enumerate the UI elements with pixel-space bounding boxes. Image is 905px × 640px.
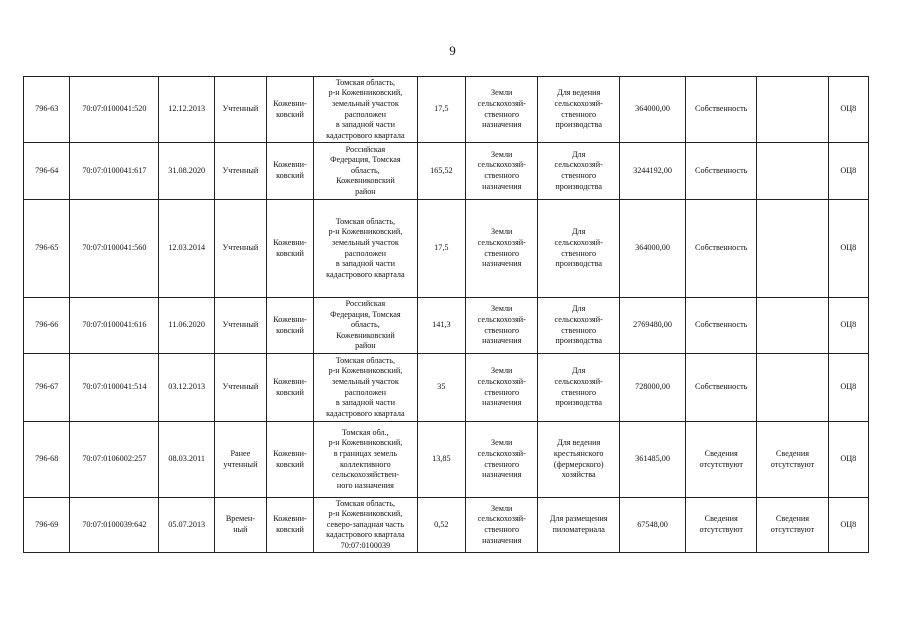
cadastral-number: 70:07:0100039:642	[70, 498, 159, 553]
cadastral-value: 361485,00	[619, 422, 685, 498]
address: Российская Федерация, Томская область, Кожевниковский район	[314, 298, 417, 354]
encumbrance: Сведения отсутствуют	[757, 498, 828, 553]
permitted-use: Для размещения пиломатериала	[538, 498, 620, 553]
right-type: Собственность	[686, 298, 757, 354]
land-category: Земли сельскохозяй- ственного назначения	[466, 200, 538, 298]
cadastral-number: 70:07:0100041:520	[70, 77, 159, 143]
cadastral-value: 67548,00	[619, 498, 685, 553]
right-type: Собственность	[686, 77, 757, 143]
permitted-use: Для сельскохозяй- ственного производства	[538, 298, 620, 354]
district: Кожевни- ковский	[266, 298, 314, 354]
table-row	[24, 422, 869, 498]
record-status: Учтенный	[215, 77, 267, 143]
encumbrance: Сведения отсутствуют	[757, 422, 828, 498]
zone-code: ОЦ8	[828, 77, 868, 143]
district: Кожевни- ковский	[266, 498, 314, 553]
right-type: Собственность	[686, 143, 757, 200]
district: Кожевни- ковский	[266, 422, 314, 498]
record-status: Учтенный	[215, 143, 267, 200]
area: 35	[417, 354, 466, 422]
record-number: 796-64	[24, 143, 70, 200]
cadastral-number: 70:07:0106002:257	[70, 422, 159, 498]
record-number: 796-66	[24, 298, 70, 354]
record-number: 796-67	[24, 354, 70, 422]
right-type: Собственность	[686, 354, 757, 422]
registration-date: 12.03.2014	[159, 200, 215, 298]
zone-code: ОЦ8	[828, 422, 868, 498]
table-row	[24, 200, 869, 298]
encumbrance	[757, 143, 828, 200]
area: 141,3	[417, 298, 466, 354]
table-row	[24, 498, 869, 553]
area: 17,5	[417, 200, 466, 298]
cadastral-value: 2769480,00	[619, 298, 685, 354]
land-category: Земли сельскохозяй- ственного назначения	[466, 298, 538, 354]
right-type: Собственность	[686, 200, 757, 298]
table-body	[24, 77, 869, 553]
land-category: Земли сельскохозяй- ственного назначения	[466, 354, 538, 422]
district: Кожевни- ковский	[266, 77, 314, 143]
zone-code: ОЦ8	[828, 498, 868, 553]
district: Кожевни- ковский	[266, 200, 314, 298]
record-number: 796-68	[24, 422, 70, 498]
cadastral-number: 70:07:0100041:560	[70, 200, 159, 298]
encumbrance	[757, 298, 828, 354]
permitted-use: Для сельскохозяй- ственного производства	[538, 200, 620, 298]
zone-code: ОЦ8	[828, 298, 868, 354]
registration-date: 11.06.2020	[159, 298, 215, 354]
address: Томская область, р-н Кожевниковский, северо-западная часть кадастрового квартала 70:07:0100039	[314, 498, 417, 553]
zone-code: ОЦ8	[828, 200, 868, 298]
record-status: Учтенный	[215, 200, 267, 298]
record-number: 796-69	[24, 498, 70, 553]
encumbrance	[757, 354, 828, 422]
land-category: Земли сельскохозяй- ственного назначения	[466, 422, 538, 498]
land-registry-table	[23, 76, 869, 553]
address: Томская область, р-н Кожевниковский, земельный участок расположен в западной части кадастрового квартала	[314, 77, 417, 143]
table-row	[24, 77, 869, 143]
table-row	[24, 298, 869, 354]
district: Кожевни- ковский	[266, 143, 314, 200]
area: 0,52	[417, 498, 466, 553]
record-status: Времен- ный	[215, 498, 267, 553]
permitted-use: Для сельскохозяй- ственного производства	[538, 354, 620, 422]
record-status: Ранее учтенный	[215, 422, 267, 498]
district: Кожевни- ковский	[266, 354, 314, 422]
address: Томская обл., р-н Кожевниковский, в границах земель коллективного сельскохозяйствен- ного назначения	[314, 422, 417, 498]
address: Томская область, р-н Кожевниковский, земельный участок расположен в западной части кадастрового квартала	[314, 200, 417, 298]
record-status: Учтенный	[215, 298, 267, 354]
land-category: Земли сельскохозяй- ственного назначения	[466, 498, 538, 553]
registration-date: 05.07.2013	[159, 498, 215, 553]
cadastral-value: 3244192,00	[619, 143, 685, 200]
cadastral-value: 364000,00	[619, 200, 685, 298]
encumbrance	[757, 77, 828, 143]
right-type: Сведения отсутствуют	[686, 498, 757, 553]
permitted-use: Для сельскохозяй- ственного производства	[538, 143, 620, 200]
zone-code: ОЦ8	[828, 143, 868, 200]
registration-date: 12.12.2013	[159, 77, 215, 143]
record-status: Учтенный	[215, 354, 267, 422]
registration-date: 03.12.2013	[159, 354, 215, 422]
cadastral-value: 364000,00	[619, 77, 685, 143]
cadastral-number: 70:07:0100041:514	[70, 354, 159, 422]
cadastral-number: 70:07:0100041:617	[70, 143, 159, 200]
land-category: Земли сельскохозяй- ственного назначения	[466, 77, 538, 143]
area: 165,52	[417, 143, 466, 200]
permitted-use: Для ведения сельскохозяй- ственного производства	[538, 77, 620, 143]
registration-date: 08.03.2011	[159, 422, 215, 498]
record-number: 796-63	[24, 77, 70, 143]
permitted-use: Для ведения крестьянского (фермерского) хозяйства	[538, 422, 620, 498]
area: 13,85	[417, 422, 466, 498]
page-number: 9	[449, 43, 456, 58]
record-number: 796-65	[24, 200, 70, 298]
area: 17,5	[417, 77, 466, 143]
land-category: Земли сельскохозяй- ственного назначения	[466, 143, 538, 200]
registration-date: 31.08.2020	[159, 143, 215, 200]
zone-code: ОЦ8	[828, 354, 868, 422]
encumbrance	[757, 200, 828, 298]
table-row	[24, 354, 869, 422]
table-row	[24, 143, 869, 200]
address: Российская Федерация, Томская область, Кожевниковский район	[314, 143, 417, 200]
right-type: Сведения отсутствуют	[686, 422, 757, 498]
cadastral-number: 70:07:0100041:616	[70, 298, 159, 354]
cadastral-value: 728000,00	[619, 354, 685, 422]
address: Томская область, р-н Кожевниковский, земельный участок расположен в западной части кадастрового квартала	[314, 354, 417, 422]
